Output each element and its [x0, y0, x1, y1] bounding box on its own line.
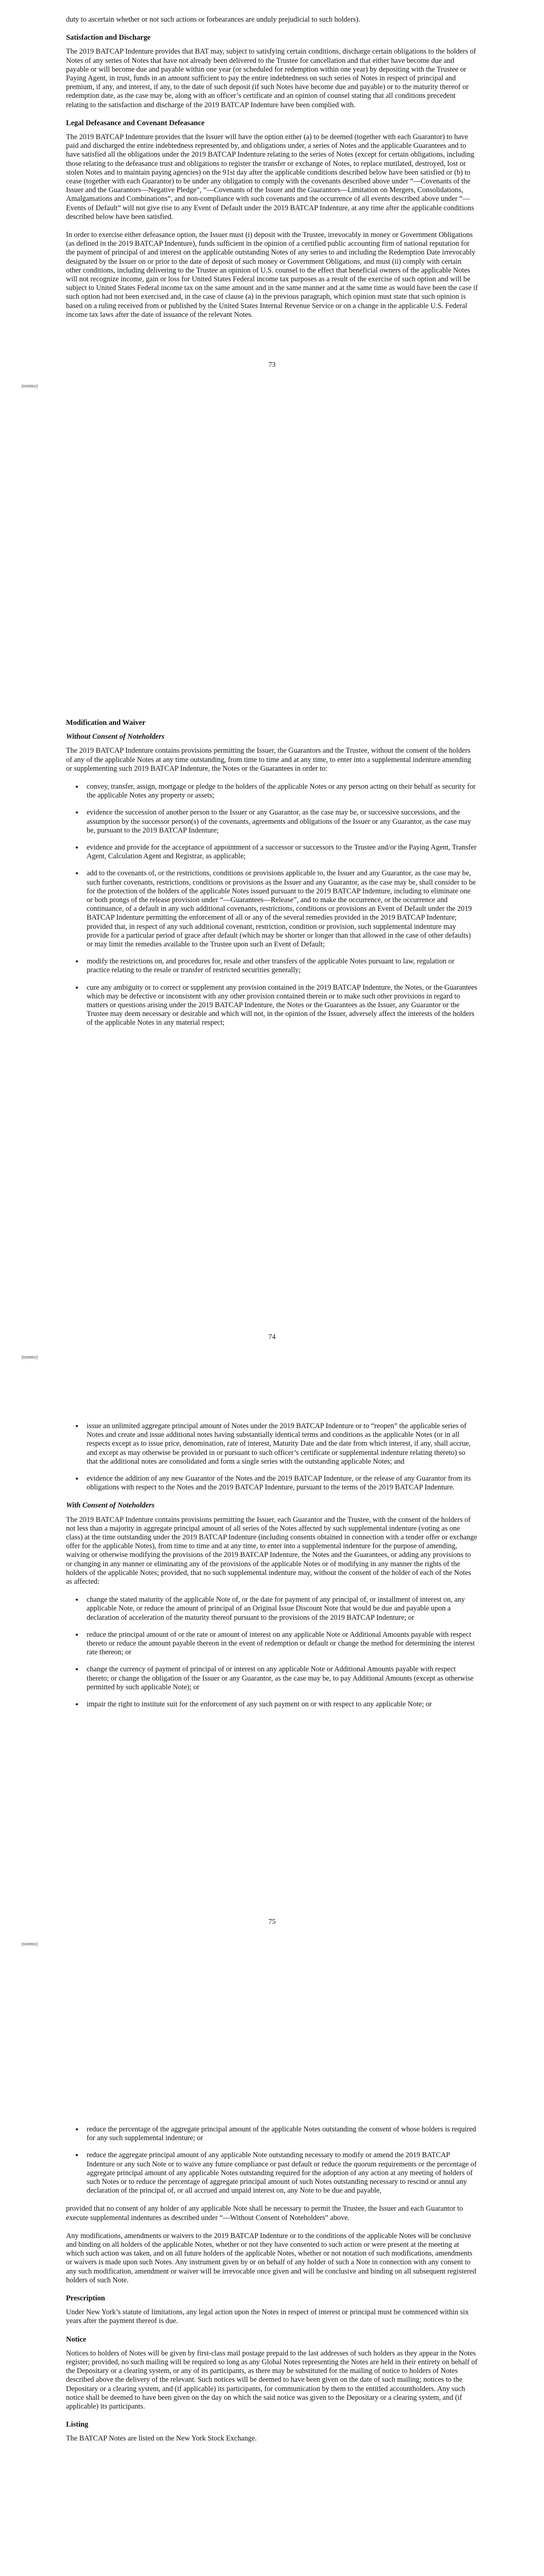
- document-page-73: [0, 0, 544, 685]
- document-code: [6099902]: [22, 1356, 38, 1360]
- prescription-paragraph: Under New York’s statute of limitations, any legal action upon the Notes in respect of interest or principal must be commenced within six years after the payment thereof is due.: [66, 2308, 469, 2326]
- without-consent-list: [66, 783, 478, 1028]
- subheading-without-consent: Without Consent of Noteholders: [66, 733, 164, 741]
- page-number: 74: [268, 1333, 276, 1341]
- section-heading-prescription: Prescription: [66, 2294, 105, 2303]
- continued-paragraph: duty to ascertain whether or not such actions or forbearances are unduly prejudicial to such holders).: [66, 15, 360, 24]
- modifications-paragraph: Any modifications, amendments or waivers to the 2019 BATCAP Indenture or to the conditions of the applicable Notes will be conclusive and binding on all holders of the applicable Notes, whether or not they have consented to such action or were present at the meeting at which such action was taken, and on all future holders of the applicable Notes, whether or not notation of such modifications, amendments or waivers is made upon such Notes. Any instrument given by or on behalf of any holder of such a Note in connection with any consent to any such modification, amendment or waiver will be irrevocable once given and will be conclusive and binding on all subsequent registered holders of such Note.: [66, 2231, 476, 2284]
- with-consent-intro: The 2019 BATCAP Indenture contains provisions permitting the Issuer, each Guarantor and the Trustee, with the consent of the holders of not less than a majority in aggregate principal amount of all series of the Notes affected by such supplemental indenture (voting as one class) at the time outstanding under the 2019 BATCAP Indenture (including consents obtained in connection with a tender offer or exchange offer for the applicable Notes), from time to time and at any time, to enter into a supplemental indenture for the purpose of amending, waiving or otherwise modifying the provisions of the 2019 BATCAP Indenture, the Notes and the Guarantees, or adding any provisions to or changing in any manner or eliminating any of the provisions of the applicable Notes or of modifying in any manner the rights of the holders of the applicable Notes; provided, that no such supplemental indenture may, without the consent of the holder of each of the Notes as affected:: [66, 1515, 477, 1586]
- section-heading-listing: Listing: [66, 2420, 89, 2429]
- defeasance-paragraph-2: In order to exercise either defeasance option, the Issuer must (i) deposit with the Trustee, irrevocably in money or Government Obligations (as defined in the 2019 BATCAP Indenture), funds sufficient in the opinion of a certified public accounting firm of national reputation for the payment of principal of and interest on the applicable outstanding Notes of any series to and including the Redemption Date irrevocably designated by the Issuer on or prior to the date of deposit of such money or Government Obligations, and must (ii) comply with certain other conditions, including delivering to the Trustee an opinion of U.S. counsel to the effect that beneficial owners of the applicable Notes will not recognize income, gain or loss for United States Federal income tax purposes as a result of the exercise of such option and will be subject to United States Federal income tax on the same amount and in the same manner and at the same time as would have been the case if such option had not been exercised and, in the case of clause (a) in the previous paragraph, which opinion must state that such opinion is based on a ruling received from or published by the United States Internal Revenue Service or on a change in the applicable U.S. Federal income tax laws after the date of issuance of the relevant Notes.: [66, 231, 478, 319]
- list-item: • reduce the aggregate principal amount of any applicable Note outstanding necessary to modify or amend the 2019 BATCAP Indenture or any such Note or to waive any future compliance or past default or reduce the quorum requirements or the percentage of aggregate principal amount of any applicable Notes outstanding required for the adoption of any action at any meeting of holders of such Notes or to reduce the percentage of aggregate principal amount of such Notes outstanding necessary to rescind or annul any declaration of the principal of, or all accrued and unpaid interest on, any Note to be due and payable,: [84, 2151, 478, 2195]
- list-item: • convey, transfer, assign, mortgage or pledge to the holders of the applicable Notes or any person acting on their behalf as security for the applicable Notes any property or assets;: [84, 783, 478, 800]
- list-item: • impair the right to institute suit for the enforcement of any such payment on or with respect to any applicable Note; or: [84, 1700, 478, 1709]
- notice-paragraph: Notices to holders of Notes will be given by first-class mail postage prepaid to the last addresses of such holders as they appear in the Notes register; provided, no such mailing will be required so long as any Global Notes representing the Notes are held in their entirety on behalf of the Depositary or a clearing system, or any of its participants, as there may be substituted for the mailing of notice to holders of Notes described above the delivery of the relevant. Such notices will be deemed to have been given on the date of such mailing; notices to the Depositary or a clearing system, and (if applicable) its participants, for communication by them to the entitled accountholders. Any such notice shall be deemed to have been given on the day on which the said notice was given to the Depositary or a clearing system, and (if applicable) its participants.: [66, 2349, 477, 2411]
- list-item: • change the stated maturity of the applicable Note of, or the date for payment of any principal of, or installment of interest on, any applicable Note, or reduce the amount of principal of an Original Issue Discount Note that would be due and payable upon a declaration of acceleration of the maturity thereof pursuant to the provisions of the 2019 BATCAP Indenture; or: [84, 1596, 478, 1622]
- list-item: • issue an unlimited aggregate principal amount of Notes under the 2019 BATCAP Indenture or to “reopen” the applicable series of Notes and create and issue additional notes having substantially identical terms and conditions as the applicable Notes (or in all respects except as to issue price, denomination, rate of interest, Maturity Date and the date from which interest, if any, shall accrue, and except as may otherwise be provided in or pursuant to such officer’s certificate or supplemental indenture relating thereto) so that the additional notes are consolidated and form a single series with the outstanding applicable Notes; and: [84, 1422, 478, 1466]
- list-item: • change the currency of payment of principal of or interest on any applicable Note or Additional Amounts payable with respect thereto; or change the obligation of the Issuer or any Guarantor, as the case may be, to pay Additional Amounts (except as otherwise permitted by such applicable Note); or: [84, 1665, 478, 1692]
- subheading-with-consent: With Consent of Noteholders: [66, 1501, 155, 1510]
- page-number: 75: [268, 1918, 276, 1926]
- section-heading-notice: Notice: [66, 2335, 87, 2344]
- list-item: • add to the covenants of, or the restrictions, conditions or provisions applicable to, the Issuer and any Guarantor, as the case may be, such further covenants, restrictions, conditions or provisions as the Issuer and any Guarantor, as the case may be, shall consider to be for the protection of the holders of the applicable Notes issued pursuant to the 2019 BATCAP Indenture, including to eliminate one or both prongs of the release provision under “—Guarantees—Release”, and to make the occurrence, or the occurrence and continuance, of a default in any such additional covenants, restrictions, conditions or provisions an Event of Default under the 2019 BATCAP Indenture permitting the enforcement of all or any of the several remedies provided in the 2019 BATCAP Indenture; provided that, in respect of any such additional covenant, restriction, condition or provision, such supplemental indenture may provide for a particular period of grace after default (which may be shorter or longer than that allowed in the case of other defaults) or may limit the remedies available to the Trustee upon such an Event of Default;: [84, 869, 478, 949]
- document-page-74: [0, 703, 544, 1404]
- listing-paragraph: The BATCAP Notes are listed on the New York Stock Exchange.: [66, 2434, 257, 2443]
- without-consent-list-continued: [66, 1422, 478, 1492]
- list-item: • cure any ambiguity or to correct or supplement any provision contained in the 2019 BATCAP Indenture, the Notes, or the Guarantees which may be defective or inconsistent with any other provision contained therein or to make such other provisions in regard to matters or questions arising under the 2019 BATCAP Indenture, the Notes or the Guarantees as the Issuer, any Guarantor or the Trustee may deem necessary or desirable and which will not, in the opinion of the Issuer, adversely affect the interests of the holders of the applicable Notes in any material respect;: [84, 984, 478, 1028]
- list-item: • reduce the percentage of the aggregate principal amount of the applicable Notes outstanding the consent of whose holders is required for any such supplemental indenture; or: [84, 2125, 478, 2143]
- section-heading-modification: Modification and Waiver: [66, 719, 146, 727]
- list-item: • evidence and provide for the acceptance of appointment of a successor or successors to the Trustee and/or the Paying Agent, Transfer Agent, Calculation Agent and Registrar, as applicable;: [84, 843, 478, 861]
- list-item: • modify the restrictions on, and procedures for, resale and other transfers of the applicable Notes pursuant to law, regulation or practice relating to the resale or transfer of restricted securities generally;: [84, 957, 478, 975]
- list-item: • evidence the addition of any new Guarantor of the Notes and the 2019 BATCAP Indenture, or the release of any Guarantor from its obligations with respect to the Notes and the 2019 BATCAP Indenture, pursuant to the terms of the 2019 BATCAP Indenture.: [84, 1475, 478, 1492]
- list-item: • evidence the succession of another person to the Issuer or any Guarantor, as the case may be, or successive successions, and the assumption by the successor person(s) of the covenants, agreements and obligations of the Issuer or any Guarantor, as the case may be, pursuant to the 2019 BATCAP Indenture;: [84, 808, 478, 835]
- with-consent-list-continued: [66, 2125, 478, 2195]
- document-page-76: [0, 2110, 544, 2576]
- satisfaction-paragraph: The 2019 BATCAP Indenture provides that BAT may, subject to satisfying certain conditions, discharge certain obligations to the holders of Notes of any series of Notes that have not already been delivered to the Trustee for cancellation and that either have become due and payable or will become due and payable within one year (or scheduled for redemption within one year) by depositing with the Trustee or Paying Agent, in trust, funds in an amount sufficient to pay the entire indebtedness on such series of Notes in respect of principal and premium, if any, and interest, if any, to the date of such deposit (if such Notes have become due and payable) or to the maturity thereof or redemption date, as the case may be, along with an officer’s certificate and an opinion of counsel stating that all conditions precedent relating to the satisfaction and discharge of the 2019 BATCAP Indenture have been complied with.: [66, 47, 476, 109]
- document-page-75: [0, 1406, 544, 2107]
- with-consent-list: [66, 1596, 478, 1709]
- without-consent-intro: The 2019 BATCAP Indenture contains provisions permitting the Issuer, the Guarantors and the Trustee, without the consent of the holders of any of the applicable Notes at any time outstanding, from time to time and at any time, to enter into a supplemental indenture amending or supplementing such 2019 BATCAP Indenture, the Notes or the Guarantees in order to:: [66, 747, 471, 773]
- list-item: • reduce the principal amount of or the rate or amount of interest on any applicable Note or Additional Amounts payable with respect thereto or reduce the amount payable thereon in the event of redemption or default or change the method for determining the interest rate thereon; or: [84, 1631, 478, 1657]
- defeasance-paragraph-1: The 2019 BATCAP Indenture provides that the Issuer will have the option either (a) to be deemed (together with each Guarantor) to have paid and discharged the entire indebtedness represented by, and obligations under, a series of Notes and the applicable Guarantees and to have satisfied all the obligations under the 2019 BATCAP Indenture relating to the series of Notes (except for certain obligations, including those relating to the defeasance trust and obligations to register the transfer or exchange of Notes, to replace mutilated, destroyed, lost or stolen Notes and to maintain paying agencies) on the 91st day after the applicable conditions described below have been satisfied or (b) to cease (together with each Guarantor) to be under any obligation to comply with the covenants described above under “—Covenants of the Issuer and the Guarantors—Negative Pledge”, “—Covenants of the Issuer and the Guarantors—Limitation on Mergers, Consolidations, Amalgamations and Combinations”, and non-compliance with such covenants and the occurrence of all events described above under “—Events of Default” will not give rise to any Event of Default under the 2019 BATCAP Indenture, at any time after the applicable conditions described below have been satisfied.: [66, 133, 474, 221]
- proviso-paragraph: provided that no consent of any holder of any applicable Note shall be necessary to permit the Trustee, the Issuer and each Guarantor to execute supplemental indentures as described under “—Without Consent of Noteholders” above.: [66, 2205, 463, 2222]
- document-code: [6099902]: [22, 1943, 38, 1946]
- document-code: [6099902]: [22, 385, 38, 388]
- section-heading-satisfaction: Satisfaction and Discharge: [66, 33, 151, 42]
- page-number: 73: [268, 361, 276, 369]
- section-heading-defeasance: Legal Defeasance and Covenant Defeasance: [66, 118, 205, 127]
